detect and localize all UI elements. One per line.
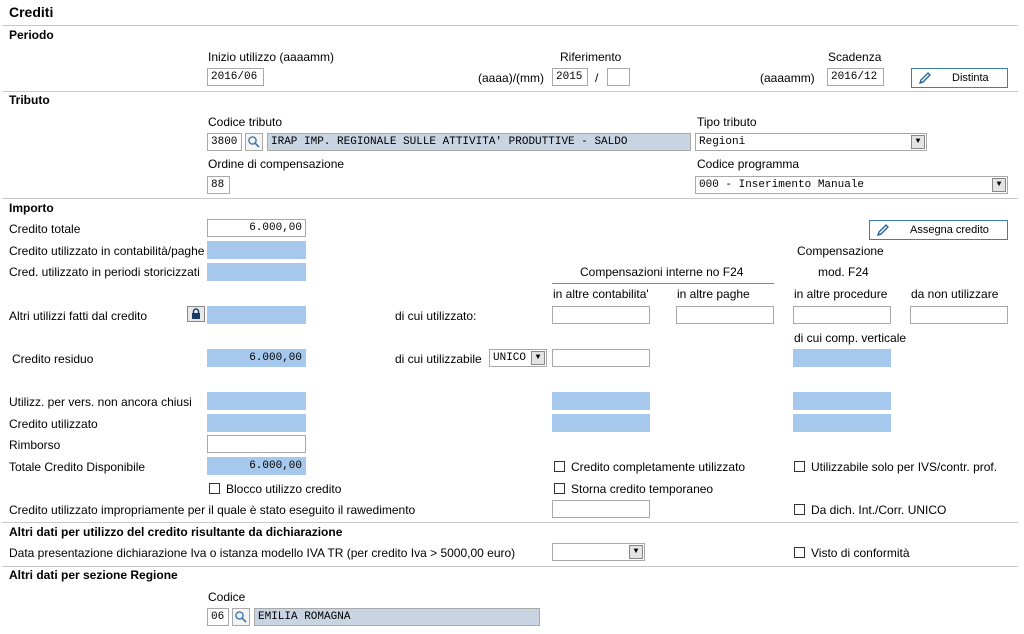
storna-credito-label: Storna credito temporaneo: [571, 482, 714, 496]
utilizzabile-select[interactable]: [489, 349, 547, 367]
assegna-credito-button[interactable]: [869, 220, 1008, 240]
utilizzato-non-utilizzare-field[interactable]: [910, 306, 1008, 324]
inizio-utilizzo-label: Inizio utilizzo (aaaamm): [208, 50, 335, 64]
cred-storicizzati-label: Cred. utilizzato in periodi storicizzati: [9, 265, 200, 279]
assegna-credito-button-label: Assegna credito: [910, 224, 989, 236]
section-regione: Altri dati per sezione Regione: [9, 568, 178, 582]
codice-regione-field[interactable]: 06: [207, 608, 229, 626]
lock-icon: [188, 307, 204, 321]
completamente-utilizzato-checkbox[interactable]: [554, 461, 565, 472]
search-icon: [233, 609, 249, 625]
divider: [2, 198, 1018, 199]
totale-disponibile-field: 6.000,00: [207, 457, 306, 475]
utilizz-non-chiusi-field: [207, 392, 306, 410]
col-altre-procedure: in altre procedure: [794, 287, 888, 301]
section-tributo: Tributo: [9, 93, 50, 107]
tipo-tributo-label: Tipo tributo: [697, 115, 757, 129]
codice-tributo-field[interactable]: 3800: [207, 133, 242, 151]
utilizzabile-value: UNICO: [493, 352, 527, 364]
credito-utilizzato-label: Credito utilizzato: [9, 417, 98, 431]
distinta-button-label: Distinta: [952, 72, 989, 84]
rimborso-field[interactable]: [207, 435, 306, 453]
riferimento-mese-field[interactable]: [607, 68, 630, 86]
divider: [2, 25, 1018, 26]
solo-ivs-checkbox[interactable]: [794, 461, 805, 472]
dich-int-unico-label: Da dich. Int./Corr. UNICO: [811, 503, 947, 517]
chevron-down-icon[interactable]: ▼: [629, 545, 643, 559]
improprio-label: Credito utilizzato impropriamente per il quale è stato eseguito il rawedimento: [9, 503, 416, 517]
inizio-utilizzo-field[interactable]: 2016/06: [207, 68, 264, 86]
credito-utilizzato-procedure-field: [793, 414, 891, 432]
utilizz-non-chiusi-label: Utilizz. per vers. non ancora chiusi: [9, 395, 192, 409]
compensazioni-interne-title: Compensazioni interne no F24: [580, 265, 744, 279]
storna-credito-checkbox[interactable]: [554, 483, 565, 494]
blocco-utilizzo-label: Blocco utilizzo credito: [226, 482, 342, 496]
divider: [2, 522, 1018, 523]
tipo-tributo-value: Regioni: [699, 136, 746, 148]
credito-residuo-field: 6.000,00: [207, 349, 306, 367]
section-importo: Importo: [9, 201, 54, 215]
compensazione-title: Compensazione: [797, 244, 884, 258]
col-non-utilizzare: da non utilizzare: [911, 287, 999, 301]
riferimento-label: Riferimento: [560, 50, 622, 64]
di-cui-utilizzato-label: di cui utilizzato:: [395, 309, 477, 323]
codice-tributo-label: Codice tributo: [208, 115, 283, 129]
credito-contabilita-field: [207, 241, 306, 259]
section-periodo: Periodo: [9, 28, 54, 42]
riferimento-format-label: (aaaa)/(mm): [478, 71, 545, 85]
altri-utilizzi-label: Altri utilizzi fatti dal credito: [9, 309, 148, 323]
chevron-down-icon[interactable]: ▼: [531, 351, 545, 365]
scadenza-label: Scadenza: [828, 50, 882, 64]
divider: [552, 283, 774, 284]
altri-utilizzi-field: [207, 306, 306, 324]
riferimento-separator: /: [595, 71, 599, 85]
search-icon: [246, 134, 262, 150]
utilizzato-altre-procedure-field[interactable]: [793, 306, 891, 324]
utilizzato-altre-paghe-field[interactable]: [676, 306, 774, 324]
rimborso-label: Rimborso: [9, 438, 61, 452]
data-presentazione-select[interactable]: [552, 543, 645, 561]
comp-verticale-label: di cui comp. verticale: [794, 331, 907, 345]
data-presentazione-label: Data presentazione dichiarazione Iva o istanza modello IVA TR (per credito Iva > 5000,00 euro): [9, 546, 516, 560]
cred-storicizzati-field: [207, 263, 306, 281]
utilizz-non-chiusi-procedure-field: [793, 392, 891, 410]
codice-tributo-search-button[interactable]: [245, 133, 263, 151]
distinta-button[interactable]: [911, 68, 1008, 88]
codice-programma-select[interactable]: [695, 176, 1008, 194]
scadenza-field[interactable]: 2016/12: [827, 68, 884, 86]
pencil-icon: [918, 71, 932, 85]
page-title: Crediti: [9, 4, 54, 20]
credito-totale-field[interactable]: 6.000,00: [207, 219, 306, 237]
utilizzato-altre-contabilita-field[interactable]: [552, 306, 650, 324]
completamente-utilizzato-label: Credito completamente utilizzato: [571, 460, 746, 474]
chevron-down-icon[interactable]: ▼: [911, 135, 925, 149]
codice-regione-description: EMILIA ROMAGNA: [254, 608, 540, 626]
codice-regione-label: Codice: [208, 590, 246, 604]
divider: [2, 91, 1018, 92]
solo-ivs-label: Utilizzabile solo per IVS/contr. prof.: [811, 460, 998, 474]
divider: [2, 566, 1018, 567]
riferimento-anno-field[interactable]: 2015: [552, 68, 588, 86]
compensazione-mod-label: mod. F24: [818, 265, 869, 279]
chevron-down-icon[interactable]: ▼: [992, 178, 1006, 192]
ordine-compensazione-field[interactable]: 88: [207, 176, 230, 194]
codice-programma-value: 000 - Inserimento Manuale: [699, 179, 865, 191]
codice-regione-search-button[interactable]: [232, 608, 250, 626]
credito-totale-label: Credito totale: [9, 222, 81, 236]
altri-utilizzi-lock-button[interactable]: [187, 306, 205, 322]
visto-conformita-checkbox[interactable]: [794, 547, 805, 558]
col-altre-contabilita: in altre contabilita': [553, 287, 649, 301]
section-altri-dati: Altri dati per utilizzo del credito risultante da dichiarazione: [9, 525, 343, 539]
utilizz-non-chiusi-contab-field: [552, 392, 650, 410]
ordine-compensazione-label: Ordine di compensazione: [208, 157, 345, 171]
utilizzabile-amount-field[interactable]: [552, 349, 650, 367]
pencil-icon: [876, 223, 890, 237]
blocco-utilizzo-checkbox[interactable]: [209, 483, 220, 494]
credito-utilizzato-field: [207, 414, 306, 432]
di-cui-utilizzabile-label: di cui utilizzabile: [395, 352, 482, 366]
improprio-field[interactable]: [552, 500, 650, 518]
comp-verticale-field: [793, 349, 891, 367]
codice-programma-label: Codice programma: [697, 157, 800, 171]
totale-disponibile-label: Totale Credito Disponibile: [9, 460, 146, 474]
credito-utilizzato-contab-field: [552, 414, 650, 432]
codice-tributo-description: IRAP IMP. REGIONALE SULLE ATTIVITA' PRODUTTIVE - SALDO: [267, 133, 691, 151]
credito-contabilita-label: Credito utilizzato in contabilità/paghe: [9, 244, 205, 258]
dich-int-unico-checkbox[interactable]: [794, 504, 805, 515]
col-altre-paghe: in altre paghe: [677, 287, 750, 301]
credito-residuo-label: Credito residuo: [12, 352, 94, 366]
scadenza-format-label: (aaaamm): [760, 71, 815, 85]
visto-conformita-label: Visto di conformità: [811, 546, 910, 560]
tipo-tributo-select[interactable]: [695, 133, 927, 151]
